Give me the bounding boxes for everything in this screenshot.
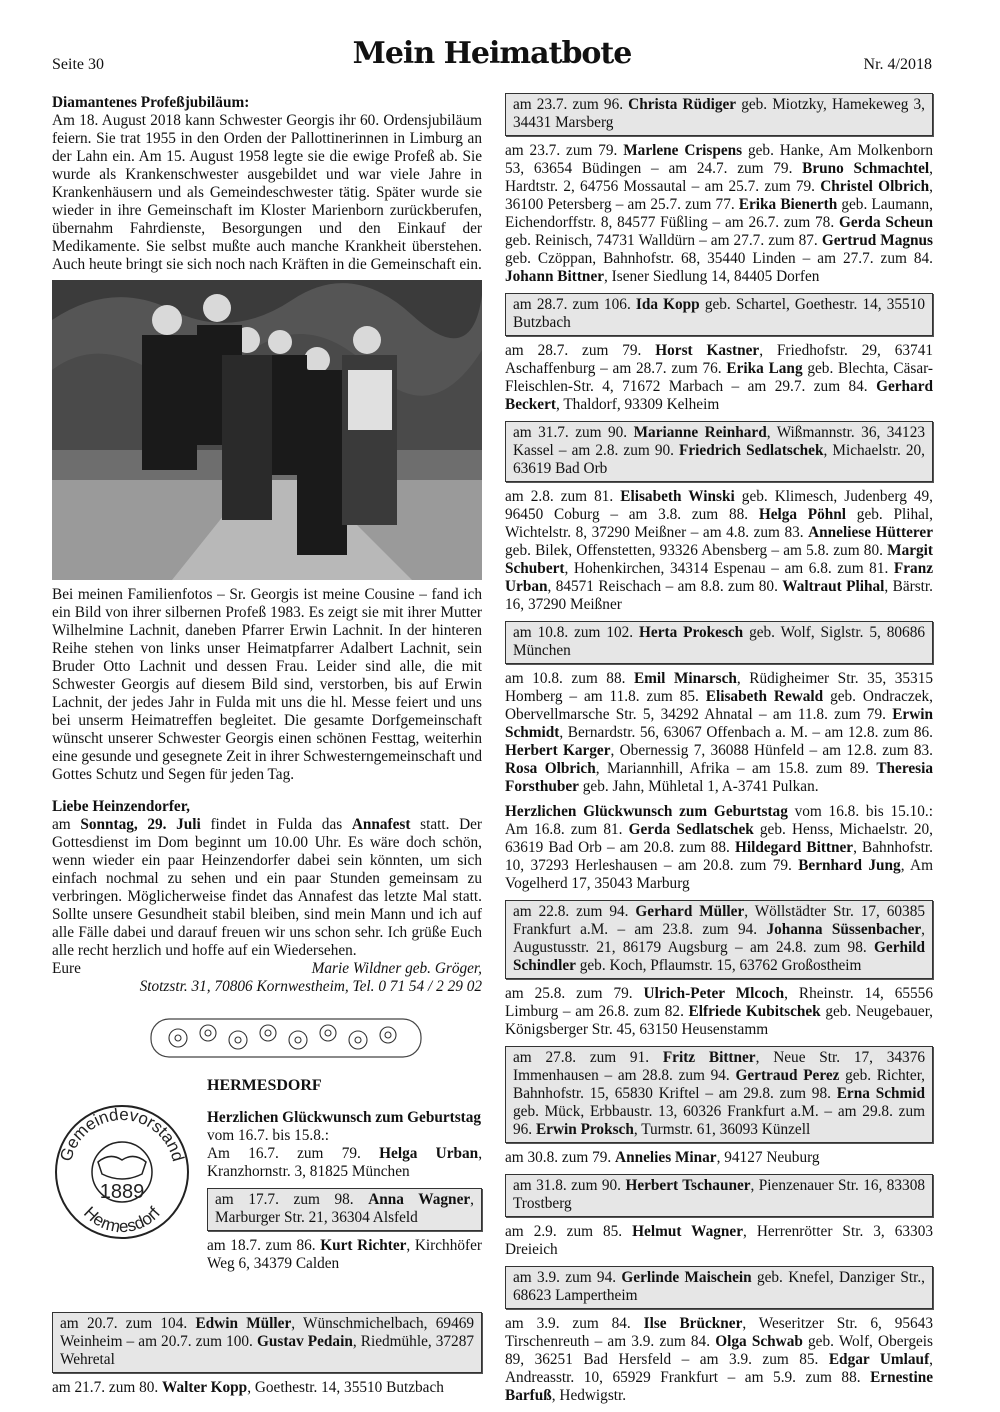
birthday-entry: am 31.7. zum 90. Marianne Reinhard, Wißmannstr. 36, 34123 Kassel – am 2.8. zum 90. Friedrich Sedlatschek, Michaelstr. 20, 63619 Bad Orb <box>505 421 933 482</box>
birthday-entry: Herzlichen Glückwunsch zum Geburtstag vom 16.8. bis 15.10.: Am 16.8. zum 81. Gerda Sedlatschek geb. Henss, Michaelstr. 20, 63619 Bad Orb – am 20.8. zum 88. Hildegard Bittner, Bahnhofstr. 10, 37293 Herleshausen – am 20.8. zum 79. Bernhard Jung, Am Vogelherd 17, 35043 Marburg <box>505 803 934 892</box>
community-seal <box>52 1102 192 1242</box>
photo-caption: Bei meinen Familienfotos – Sr. Georgis ist meine Cousine – fand ich ein Bild von ihrer silbernen Profeß 1983. Es zeigt sie mit ihrer Mutter Wilhelmine Lachnit, daneben Pfarrer Erwin Lachnit. In der hinteren Reihe stehen von links unser Heimatpfarrer Adalbert Lachnit, sein Bruder Otto Lachnit und dessen Frau. Leider sind alle, die mit Schwester Georgis auf diesem Bild sind, verstorben, bis auf Erwin Lachnit, der jedes Jahr in Fulda mit uns die hl. Messe feiert und uns bei unserm Heimatreffen begleitet. Die gesamte Dorfgemeinschaft wünscht unserer Schwester Georgis einen schönen Festtag, weiterhin eine gesunde und gesegnete Zeit in ihrer Schwesterngemeinschaft und Gottes Schutz und Segen für jeden Tag. <box>52 586 482 783</box>
letter-address: Stotzstr. 31, 70806 Kornwestheim, Tel. 0 71 54 / 2 29 02 <box>139 978 482 995</box>
birthday-entry: am 28.7. zum 79. Horst Kastner, Friedhofstr. 29, 63741 Aschaffenburg – am 28.7. zum 76. Erika Lang geb. Blechta, Cäsar-Fleischlen-Str. 4, 71672 Marbach – am 29.7. zum 84. Gerhard Beckert, Thaldorf, 93309 Kelheim <box>505 342 934 413</box>
birthday-entry: am 25.8. zum 79. Ulrich-Peter Mlcoch, Rheinstr. 14, 65556 Limburg – am 26.8. zum 82. Elfriede Kubitschek geb. Neugebauer, Königsberger Str. 45, 63150 Heusenstamm <box>505 985 934 1038</box>
hermesdorf-title: HERMESDORF <box>207 1077 322 1094</box>
birthday-entry: am 2.9. zum 85. Helmut Wagner, Herrenrötter Str. 3, 63303 Dreieich <box>505 1223 933 1258</box>
letter-body: am Sonntag, 29. Juli findet in Fulda das Annafest statt. Der Gottesdienst im Dom beginnt um 10.00 Uhr. Es wäre doch schön, wenn wieder ein paar Heinzendorfer dabei sein könnten, um sich einfach nochmal zu sehen und ein paar Stunden gemeinsam zu verbringen. Möglicherweise findet das Annafest das letzte Mal statt. Sollte unsere Gesundheit stabil bleiben, sind mein Mann und ich auf alle Fälle dabei und darauf freuen wir uns schon sehr. Ich grüße Euch alle recht herzlich und hoffe auf ein Wiedersehen. <box>52 816 483 959</box>
seal-top-text: Gemeindevorstand <box>56 1104 188 1164</box>
right-column <box>505 93 933 1412</box>
birthday-entry: am 30.8. zum 79. Annelies Minar, 94127 Neuburg <box>505 1149 820 1166</box>
seal-bottom-text: Hermesdorf <box>80 1202 164 1237</box>
birthday-entry: am 27.8. zum 91. Fritz Bittner, Neue Str. 17, 34376 Immenhausen – am 28.8. zum 94. Gertraud Perez geb. Richter, Bahnhofstr. 15, 65830 Kriftel – am 29.8. zum 98. Erna Schmid geb. Mück, Erbbaustr. 13, 60326 Frankfurt a.M. – am 29.8. zum 96. Erwin Proksch, Turmstr. 61, 36093 Künzell <box>505 1046 933 1143</box>
birthday-entry: Am 16.7. zum 79. Helga Urban, Kranzhornstr. 3, 81825 München <box>207 1145 483 1180</box>
letter-closing: Eure Marie Wildner geb. Gröger, <box>52 960 482 977</box>
birthday-entry: am 3.9. zum 84. Ilse Brückner, Weseritzer Str. 6, 95643 Tirschenreuth – am 3.9. zum 84. Olga Schwab geb. Wolf, Obergeis 89, 36251 Bad Hersfeld – am 3.9. zum 85. Edgar Umlauf, Andreasstr. 10, 65929 Frankfurt – am 5.9. zum 88. Ernestine Barfuß, Hedwigstr. <box>505 1315 934 1404</box>
jubilee-heading: Diamantenes Profeßjubiläum: <box>52 94 250 111</box>
letter-greeting: Liebe Heinzendorfer, <box>52 798 190 815</box>
birthday-entries <box>505 93 933 1405</box>
birthday-entry: am 21.7. zum 80. Walter Kopp, Goethestr. 14, 35510 Butzbach <box>52 1379 444 1396</box>
svg-text:Gemeindevorstand <box>56 1105 188 1164</box>
birthday-entry: am 10.8. zum 102. Herta Prokesch geb. Wolf, Siglstr. 5, 80686 München <box>505 621 933 664</box>
birthday-entry: am 22.8. zum 94. Gerhard Müller, Wöllstädter Str. 17, 60385 Frankfurt a.M. – am 23.8. zum 94. Johanna Süssenbacher, Augustusstr. 21, 86179 Augsburg – am 24.8. zum 98. Gerhild Schindler geb. Koch, Pflaumstr. 15, 63762 Großostheim <box>505 900 933 979</box>
issue-number: Nr. 4/2018 <box>863 56 932 73</box>
page-number: Seite 30 <box>52 56 104 73</box>
photo-image <box>52 280 482 580</box>
birthday-entry: am 3.9. zum 94. Gerlinde Maischein geb. Knefel, Danziger Str., 68623 Lampertheim <box>505 1266 933 1309</box>
masthead-title: Mein Heimatbote <box>352 36 632 71</box>
seal-year: 1889 <box>99 1181 145 1203</box>
birthday-entry: am 20.7. zum 104. Edwin Müller, Wünschmichelbach, 69469 Weinheim – am 20.7. zum 100. Gustav Pedain, Riedmühle, 37287 Wehretal <box>52 1312 482 1373</box>
birthday-entry: am 31.8. zum 90. Herbert Tschauner, Pienzenauer Str. 16, 83308 Trostberg <box>505 1174 933 1217</box>
hermesdorf-range: vom 16.7. bis 15.8.: <box>207 1127 329 1144</box>
birthday-entry: am 28.7. zum 106. Ida Kopp geb. Schartel, Goethestr. 14, 35510 Butzbach <box>505 293 933 336</box>
hermesdorf-entries <box>207 1145 482 1273</box>
hermesdorf-heading: Herzlichen Glückwunsch zum Geburtstag <box>207 1109 482 1126</box>
flower-ornament <box>150 1018 422 1058</box>
jubilee-text: Am 18. August 2018 kann Schwester Georgis ihr 60. Ordensjubiläum feiern. Sie trat 1955 in den Orden der Pallottinerinnen in Limburg an der Lahn ein. Am 15. August 1958 legte sie die ewige Profeß ab. Sie wurde als Krankenschwester ausgebildet und war viele Jahre in Krankenhäusern und als Gemeindeschwester tätig. Später wurde sie wieder in ihre Gemeinschaft im Kloster Marienborn zurückberufen, übernahm Fahrdienste, Besorgungen und den Einkauf der Medikamente. Sie selbst mußte auch manche Krankheit überstehen. Auch heute bringt sie sich noch nach Kräften in die Gemeinschaft ein. <box>52 112 482 273</box>
page-header <box>52 36 932 80</box>
birthday-entry: am 23.7. zum 96. Christa Rüdiger geb. Miotzky, Hamekeweg 3, 34431 Marsberg <box>505 93 933 136</box>
hermesdorf-section <box>52 1077 482 1312</box>
birthday-entry: am 10.8. zum 88. Emil Minarsch, Rüdigheimer Str. 35, 35315 Homberg – am 11.8. zum 85. Elisabeth Rewald geb. Ondraczek, Obervellmarsche Str. 5, 34292 Ahnatal – am 11.8. zum 79. Erwin Schmidt, Bernardstr. 56, 63067 Offenbach a. M. – am 12.8. zum 86. Herbert Karger, Obernessig 7, 36088 Hünfeld – am 12.8. zum 83. Rosa Olbrich, Mariannhill, Afrika – am 15.8. zum 89. Theresia Forsthuber geb. Jahn, Mühletal 1, A-3741 Pulkan. <box>505 670 933 795</box>
birthday-entry: am 17.7. zum 98. Anna Wagner, Marburger Str. 21, 36304 Alsfeld <box>207 1188 482 1231</box>
birthday-entry: am 23.7. zum 79. Marlene Crispens geb. Hanke, Am Molkenborn 53, 63654 Büdingen – am 24.7. zum 79. Bruno Schmachtel, Hardtstr. 2, 64756 Mossautal – am 25.7. zum 79. Christel Olbrich, 36100 Petersberg – am 25.7. zum 77. Erika Bienerth geb. Laumann, Eichendorffstr. 8, 84577 Füßling – am 26.7. zum 78. Gerda Scheun geb. Reinisch, 74731 Walldürn – am 27.7. zum 87. Gertrud Magnus geb. Czöppan, Bahnhofstr. 68, 35440 Linden – am 27.7. zum 84. Johann Bittner, Isener Siedlung 14, 84405 Dorfen <box>505 142 933 285</box>
hermesdorf-text <box>207 1077 482 1280</box>
bottom-entries <box>52 1312 482 1397</box>
left-column <box>52 94 482 1404</box>
birthday-entry: am 2.8. zum 81. Elisabeth Winski geb. Klimesch, Judenberg 49, 96450 Coburg – am 3.8. zum 88. Helga Pöhnl geb. Plihal, Wichtelstr. 8, 37290 Meißner – am 4.8. zum 83. Anneliese Hütterer geb. Bilek, Offenstetten, 93326 Abensberg – am 5.8. zum 80. Margit Schubert, Hohenkirchen, 34314 Espenau – am 6.8. zum 81. Franz Urban, 84571 Reischach – am 8.8. zum 80. Waltraut Plihal, Bärstr. 16, 37290 Meißner <box>505 488 934 613</box>
letter-signature: Marie Wildner geb. Gröger, <box>311 960 482 977</box>
birthday-entry: am 18.7. zum 86. Kurt Richter, Kirchhöfer Weg 6, 34379 Calden <box>207 1237 482 1272</box>
group-photo <box>52 280 482 580</box>
